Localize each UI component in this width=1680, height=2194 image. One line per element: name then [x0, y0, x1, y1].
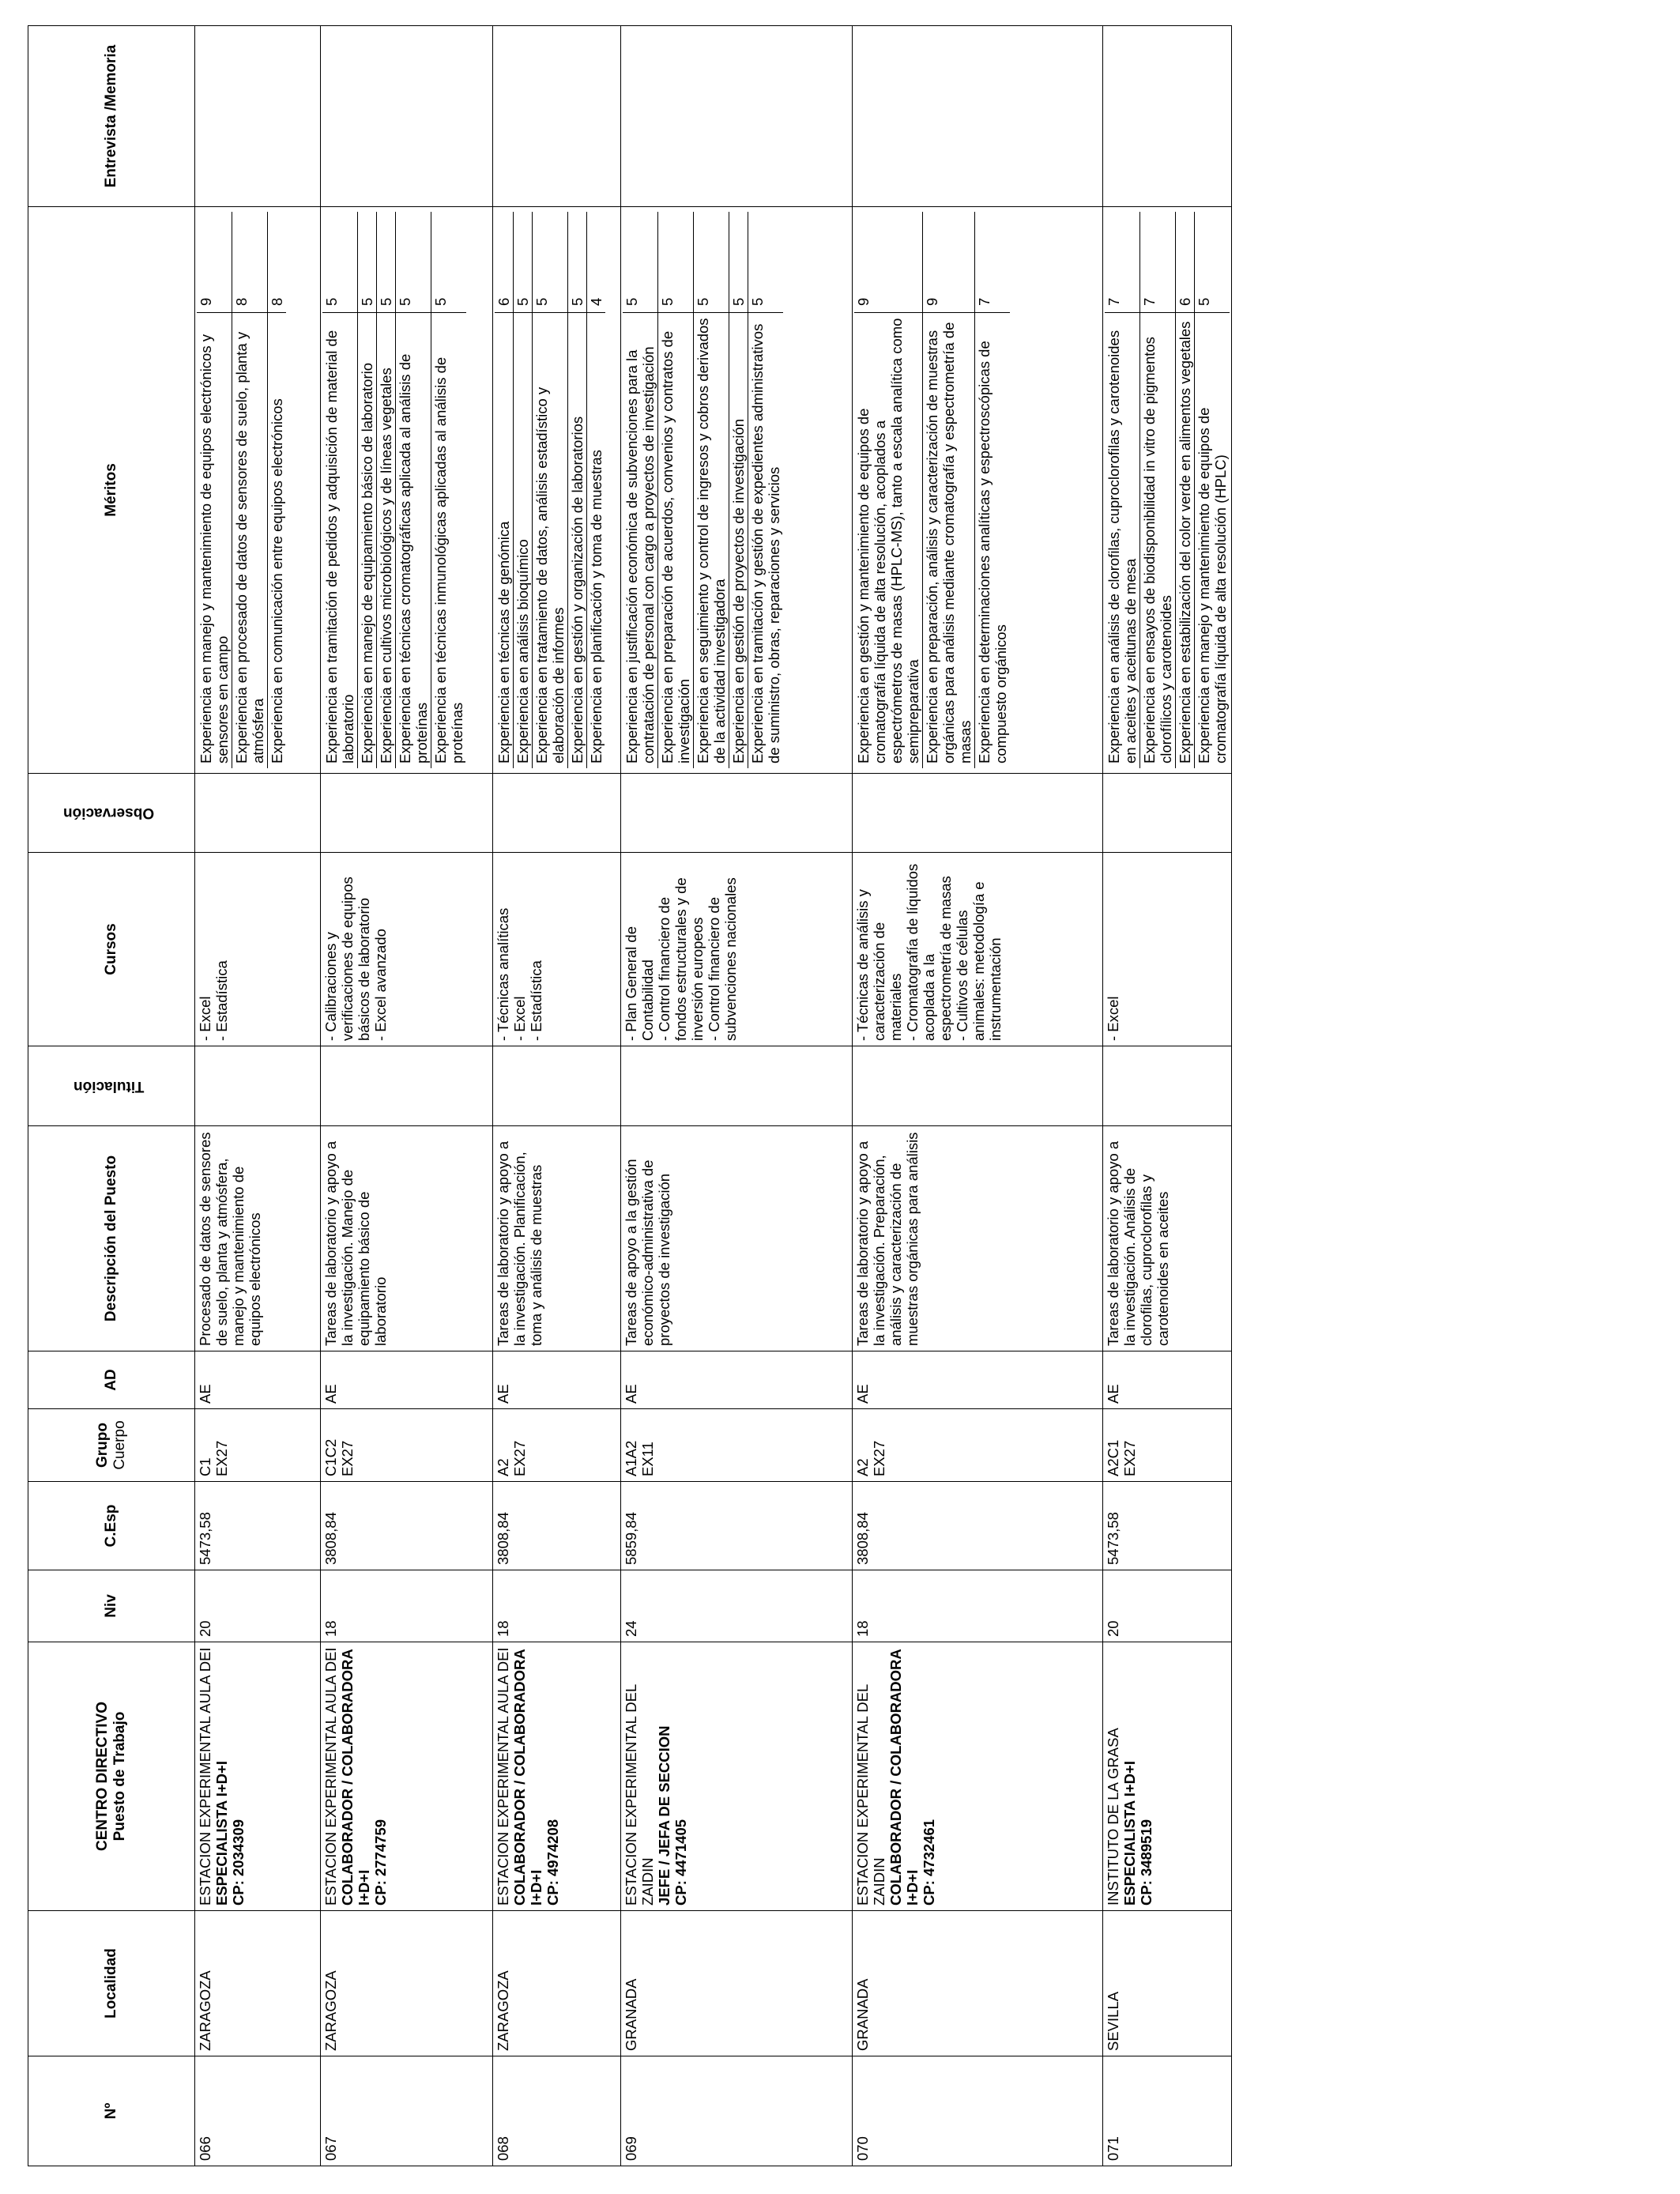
job-positions-table [28, 25, 1232, 2166]
cell-localidad: GRANADA [853, 1911, 1103, 2056]
merit-text: Experiencia en tramitación y gestión de expedientes administrativos de suministro, obras, reparaciones y servicios [749, 323, 782, 763]
cell-niv: 24 [621, 1570, 853, 1642]
cell-cursos: - Técnicas de análisis y caracterización de materiales - Cromatografía de líquidos acoplada a la espectrometría de masas - Cultivos de células animales: metodología e instrumentación [853, 853, 1103, 1046]
merit-points: 5 [694, 212, 729, 313]
cell-titulacion [195, 1046, 321, 1126]
merit-points: 5 [623, 212, 658, 313]
cell-entrevista [1103, 26, 1232, 207]
merit-item [268, 212, 287, 768]
centro-name: ESTACION EXPERIMENTAL AULA DEI [322, 1647, 339, 1906]
cell-ad: AE [493, 1351, 621, 1409]
cell-entrevista [195, 26, 321, 207]
grupo-value: C1C2 [322, 1438, 339, 1476]
cell-cesp: 5473,58 [195, 1482, 321, 1570]
cell-centro [195, 1642, 321, 1911]
merit-text: Experiencia en gestión de proyectos de investigación [729, 313, 748, 769]
merit-text: Experiencia en análisis bioquímico [514, 313, 533, 769]
header-row [28, 26, 195, 2166]
header-meritos: Méritos [28, 207, 195, 774]
cell-observacion [321, 774, 493, 853]
centro-name: ESTACION EXPERIMENTAL DEL ZAIDIN [854, 1684, 887, 1906]
cell-localidad: ZARAGOZA [493, 1911, 621, 2056]
merit-points: 5 [729, 212, 748, 313]
grupo-value: A2 [854, 1458, 871, 1476]
cell-cesp: 5859,84 [621, 1482, 853, 1570]
puesto-name: COLABORADOR / COLABORADORA I+D+I [511, 1649, 544, 1906]
merit-points: 9 [197, 212, 232, 313]
cell-descripcion: Tareas de laboratorio y apoyo a la investigación. Manejo de equipamiento básico de laboratorio [321, 1126, 493, 1351]
cuerpo-value: EX27 [1121, 1440, 1138, 1476]
cell-centro [321, 1642, 493, 1911]
cell-entrevista [493, 26, 621, 207]
merit-points: 5 [431, 212, 467, 313]
puesto-name: COLABORADOR / COLABORADORA I+D+I [339, 1649, 372, 1906]
cell-num: 066 [195, 2056, 321, 2166]
header-entrevista: Entrevista /Memoria [28, 26, 195, 207]
cell-cursos: - Plan General de Contabilidad - Control financiero de fondos estructurales y de inversión europeos - Control financiero de subvenciones nacionales [621, 853, 853, 1046]
cell-entrevista [321, 26, 493, 207]
cell-centro [493, 1642, 621, 1911]
cell-centro [621, 1642, 853, 1911]
cell-meritos [493, 207, 621, 774]
cell-descripcion: Tareas de laboratorio y apoyo a la investigación. Preparación, análisis y caracterización de muestras orgánicas para análisis [853, 1126, 1103, 1351]
header-cursos: Cursos [28, 853, 195, 1046]
header-cesp: C.Esp [28, 1482, 195, 1570]
grupo-value: C1 [197, 1457, 213, 1476]
merit-points: 5 [322, 212, 358, 313]
merit-points: 6 [1176, 212, 1195, 313]
merit-item [1176, 212, 1195, 768]
header-centro [28, 1642, 195, 1911]
merit-item [1195, 212, 1230, 768]
cuerpo-value: EX27 [339, 1440, 356, 1476]
merit-item [1140, 212, 1176, 768]
cell-cursos: - Técnicas analíticas - Excel - Estadística [493, 853, 621, 1046]
table-row [853, 26, 1103, 2166]
merit-text: Experiencia en técnicas cromatográficas aplicada al análisis de proteínas [396, 313, 431, 769]
merit-text: Experiencia en preparación de acuerdos, convenios y contratos de investigación [658, 313, 694, 769]
cuerpo-value: EX27 [511, 1440, 528, 1476]
merit-item [533, 212, 568, 768]
cell-descripcion: Tareas de laboratorio y apoyo a la investigación. Planificación, toma y análisis de muestras [493, 1126, 621, 1351]
cell-localidad: ZARAGOZA [321, 1911, 493, 2056]
merit-points: 6 [495, 212, 514, 313]
cell-titulacion [321, 1046, 493, 1126]
cell-observacion [1103, 774, 1232, 853]
cell-entrevista [621, 26, 853, 207]
merit-item [568, 212, 587, 768]
header-grupo-sub: Cuerpo [111, 1420, 128, 1470]
cell-grupo [195, 1409, 321, 1482]
merit-points: 5 [358, 212, 377, 313]
merit-points: 5 [377, 212, 396, 313]
header-grupo-title: Grupo [94, 1423, 111, 1468]
merit-item [923, 212, 975, 768]
cell-ad: AE [1103, 1351, 1232, 1409]
cuerpo-value: EX27 [871, 1440, 887, 1476]
header-niv: Niv [28, 1570, 195, 1642]
merit-text: Experiencia en gestión y mantenimiento de equipos de cromatografía líquida de alta resolución, acoplados a espectrómetros de masas (HPLC-MS), tanto a escala analítica como semipreparativa [854, 313, 923, 769]
header-ad: AD [28, 1351, 195, 1409]
merit-item [587, 212, 606, 768]
cell-meritos [853, 207, 1103, 774]
merit-item [358, 212, 377, 768]
cell-localidad: SEVILLA [1103, 1911, 1232, 2056]
merit-item [729, 212, 748, 768]
cell-centro [853, 1642, 1103, 1911]
merit-points: 7 [975, 212, 1011, 313]
cell-observacion [493, 774, 621, 853]
merit-text: Experiencia en técnicas inmunológicas aplicadas al análisis de proteínas [432, 356, 465, 763]
cp-code: CP: 4974208 [544, 1819, 561, 1906]
merit-text: Experiencia en comunicación entre equipos electrónicos [269, 398, 285, 763]
puesto-name: ESPECIALISTA I+D+I [213, 1761, 230, 1906]
merit-text: Experiencia en procesado de datos de sensores de suelo, planta y atmósfera [232, 313, 268, 769]
cell-entrevista [853, 26, 1103, 207]
cell-niv: 18 [321, 1570, 493, 1642]
merit-text: Experiencia en manejo y mantenimiento de equipos de cromatografía líquida de alta resolución (HPLC) [1196, 407, 1229, 763]
merits-list [623, 212, 783, 768]
header-num: Nº [28, 2056, 195, 2166]
cell-ad: AE [195, 1351, 321, 1409]
grupo-value: A1A2 [623, 1440, 639, 1476]
cell-num: 067 [321, 2056, 493, 2166]
header-grupo [28, 1409, 195, 1482]
cell-grupo [493, 1409, 621, 1482]
merit-text: Experiencia en manejo y mantenimiento de equipos electrónicos y sensores en campo [197, 313, 232, 769]
merit-text: Experiencia en justificación económica de subvenciones para la contratación de personal con cargo a proyectos de investigación [623, 313, 658, 769]
merit-points: 5 [533, 212, 568, 313]
merit-item [197, 212, 232, 768]
merit-text: Experiencia en seguimiento y control de ingresos y cobros derivados de la actividad investigadora [694, 313, 729, 769]
merit-text: Experiencia en técnicas de genómica [495, 313, 514, 769]
cell-cesp: 3808,84 [853, 1482, 1103, 1570]
merit-item [1105, 212, 1140, 768]
table-row [493, 26, 621, 2166]
merit-text: Experiencia en ensayos de biodisponibilidad in vitro de pigmentos clorofílicos y carotenoides [1140, 313, 1176, 769]
merits-list [322, 212, 466, 768]
cell-num: 069 [621, 2056, 853, 2166]
cuerpo-value: EX11 [639, 1442, 656, 1476]
cell-localidad: ZARAGOZA [195, 1911, 321, 2056]
cell-cursos: - Excel - Estadística [195, 853, 321, 1046]
merit-text: Experiencia en estabilización del color verde en alimentos vegetales [1176, 313, 1195, 769]
cell-niv: 20 [1103, 1570, 1232, 1642]
cell-cursos: - Excel [1103, 853, 1232, 1046]
cell-meritos [321, 207, 493, 774]
cell-ad: AE [621, 1351, 853, 1409]
merits-list [197, 212, 286, 768]
cell-titulacion [1103, 1046, 1232, 1126]
cell-ad: AE [321, 1351, 493, 1409]
cell-titulacion [621, 1046, 853, 1126]
cp-code: CP: 4732461 [921, 1819, 937, 1906]
grupo-value: A2C1 [1105, 1439, 1121, 1476]
puesto-name: COLABORADOR / COLABORADORA I+D+I [887, 1649, 921, 1906]
table-row [1103, 26, 1232, 2166]
merit-item [377, 212, 396, 768]
merit-points: 8 [232, 212, 268, 313]
puesto-name: JEFE / JEFA DE SECCION [656, 1725, 672, 1906]
merit-points: 4 [587, 212, 606, 313]
merit-points: 5 [396, 212, 431, 313]
cell-niv: 18 [493, 1570, 621, 1642]
merit-item [514, 212, 533, 768]
merit-points: 9 [923, 212, 975, 313]
table-row [195, 26, 321, 2166]
merits-list [854, 212, 1010, 768]
merit-item [322, 212, 358, 768]
merit-points: 5 [1195, 212, 1230, 313]
merit-item [495, 212, 514, 768]
merit-text: Experiencia en análisis de clorofilas, cuproclorofilas y carotenoides en aceites y aceitunas de mesa [1105, 313, 1140, 769]
merit-text: Experiencia en preparación, análisis y caracterización de muestras orgánicas para análisis mediante cromatografía y espectrometría de masas [923, 313, 975, 769]
centro-name: ESTACION EXPERIMENTAL AULA DEI [495, 1647, 511, 1906]
merit-text: Experiencia en tramitación de pedidos y adquisición de material de laboratorio [322, 313, 358, 769]
cell-niv: 18 [853, 1570, 1103, 1642]
cp-code: CP: 2034309 [230, 1819, 247, 1906]
merit-points: 5 [658, 212, 694, 313]
cell-meritos [1103, 207, 1232, 774]
cell-cesp: 3808,84 [321, 1482, 493, 1570]
merit-text: Experiencia en manejo de equipamiento básico de laboratorio [358, 313, 377, 769]
centro-name: ESTACION EXPERIMENTAL DEL ZAIDIN [623, 1684, 656, 1906]
merit-points: 7 [1140, 212, 1176, 313]
cell-observacion [195, 774, 321, 853]
cell-meritos [195, 207, 321, 774]
merit-points: 9 [854, 212, 923, 313]
cell-grupo [853, 1409, 1103, 1482]
header-centro-sub: Puesto de Trabajo [111, 1711, 128, 1842]
cell-num: 071 [1103, 2056, 1232, 2166]
table-row [321, 26, 493, 2166]
cell-observacion [853, 774, 1103, 853]
cell-num: 068 [493, 2056, 621, 2166]
merit-text: Experiencia en cultivos microbiológicos y de líneas vegetales [377, 313, 396, 769]
header-descripcion: Descripción del Puesto [28, 1126, 195, 1351]
grupo-value: A2 [495, 1458, 511, 1476]
puesto-name: ESPECIALISTA I+D+I [1121, 1761, 1138, 1906]
merits-list [495, 212, 605, 768]
centro-name: ESTACION EXPERIMENTAL AULA DEI [197, 1647, 213, 1906]
cell-grupo [321, 1409, 493, 1482]
cell-cursos: - Calibraciones y verificaciones de equipos básicos de laboratorio - Excel avanzado [321, 853, 493, 1046]
header-titulacion [28, 1046, 195, 1126]
cell-cesp: 3808,84 [493, 1482, 621, 1570]
merit-points: 8 [268, 212, 287, 313]
cell-descripcion: Procesado de datos de sensores de suelo, planta y atmósfera, manejo y mantenimiento de equipos electrónicos [195, 1126, 321, 1351]
cell-observacion [621, 774, 853, 853]
cp-code: CP: 4471405 [672, 1819, 689, 1906]
merit-text: Experiencia en tratamiento de datos, análisis estadístico y elaboración de informes [533, 313, 568, 769]
header-observacion-text: Observación [63, 805, 155, 822]
merit-text: Experiencia en determinaciones analíticas y espectroscópicas de compuesto orgánicos [976, 341, 1009, 763]
cell-localidad: GRANADA [621, 1911, 853, 2056]
merit-item [694, 212, 729, 768]
merit-item [623, 212, 658, 768]
cell-descripcion: Tareas de laboratorio y apoyo a la investigación. Análisis de clorofilas, cuproclorofilas y carotenoides en aceites [1103, 1126, 1232, 1351]
merit-item [658, 212, 694, 768]
cell-ad: AE [853, 1351, 1103, 1409]
merit-item [431, 212, 467, 768]
merit-points: 5 [514, 212, 533, 313]
cell-grupo [621, 1409, 853, 1482]
cell-cesp: 5473,58 [1103, 1482, 1232, 1570]
table-body [195, 26, 1232, 2166]
rotated-table-wrapper [28, 26, 1268, 2166]
cuerpo-value: EX27 [213, 1440, 230, 1476]
merit-points: 5 [568, 212, 587, 313]
merit-item [854, 212, 923, 768]
cp-code: CP: 3489519 [1138, 1819, 1155, 1906]
merit-item [232, 212, 268, 768]
header-centro-title: CENTRO DIRECTIVO [94, 1702, 111, 1851]
table-row [621, 26, 853, 2166]
merit-item [975, 212, 1011, 768]
cell-grupo [1103, 1409, 1232, 1482]
merit-item [396, 212, 431, 768]
cp-code: CP: 2774759 [372, 1819, 389, 1906]
cell-niv: 20 [195, 1570, 321, 1642]
merit-points: 5 [748, 212, 784, 313]
merit-item [748, 212, 784, 768]
cell-descripcion: Tareas de apoyo a la gestión económico-administrativa de proyectos de investigación [621, 1126, 853, 1351]
cell-meritos [621, 207, 853, 774]
cell-centro [1103, 1642, 1232, 1911]
merits-list [1105, 212, 1230, 768]
centro-name: INSTITUTO DE LA GRASA [1105, 1728, 1121, 1906]
cell-titulacion [493, 1046, 621, 1126]
cell-titulacion [853, 1046, 1103, 1126]
header-titulacion-text: Titulación [73, 1078, 145, 1095]
merit-text: Experiencia en planificación y toma de muestras [588, 450, 605, 763]
header-localidad: Localidad [28, 1911, 195, 2056]
merit-text: Experiencia en gestión y organización de laboratorios [568, 313, 587, 769]
cell-num: 070 [853, 2056, 1103, 2166]
merit-points: 7 [1105, 212, 1140, 313]
header-observacion [28, 774, 195, 853]
